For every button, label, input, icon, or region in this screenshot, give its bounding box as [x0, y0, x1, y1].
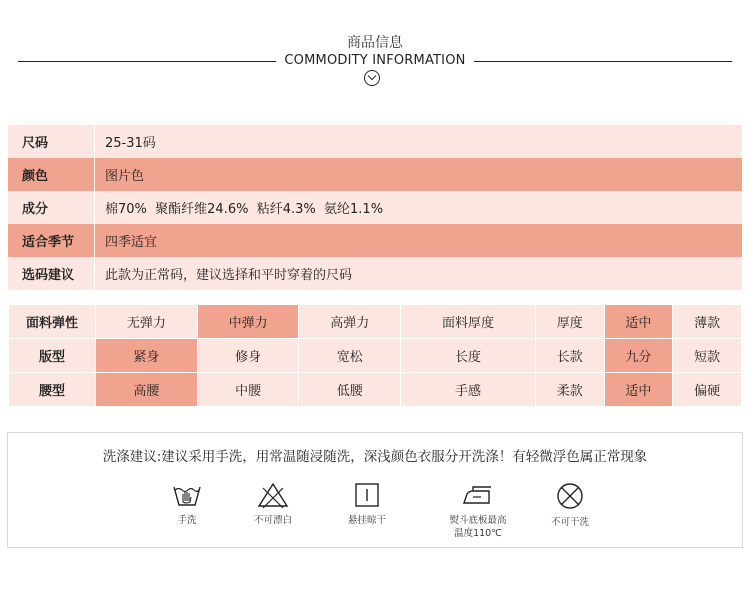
attr-option: 薄款 — [673, 305, 742, 339]
section-title-en-text: COMMODITY INFORMATION — [284, 53, 466, 68]
info-label: 选码建议 — [22, 268, 75, 283]
info-value: 棉70% 聚酯纤维24.6% 粘纤4.3% 氨纶1.1% — [105, 202, 384, 217]
attribute-grid — [8, 304, 742, 407]
attr-option-selected: 适中 — [604, 305, 673, 339]
attr-label: 面料弹性 — [9, 305, 96, 339]
attr-option-selected: 中弹力 — [197, 305, 299, 339]
info-label: 颜色 — [22, 169, 49, 184]
info-value: 此款为正常码，建议选择和平时穿着的尺码 — [105, 268, 353, 283]
attr-option: 柔款 — [535, 373, 604, 407]
wash-item-no-dry-clean — [535, 481, 605, 529]
wash-item-iron — [433, 481, 523, 540]
info-label: 尺码 — [22, 136, 49, 151]
attr-option: 中腰 — [197, 373, 299, 407]
attr-option: 偏硬 — [673, 373, 742, 407]
section-title-cn: 商品信息 — [347, 35, 403, 51]
wash-item-hang-dry — [332, 481, 402, 527]
attr-label: 腰型 — [9, 373, 96, 407]
info-row-season — [8, 224, 742, 257]
info-label: 适合季节 — [22, 235, 75, 250]
info-row-composition — [8, 191, 742, 224]
attr-option: 高弹力 — [299, 305, 401, 339]
wash-caption: 不可干洗 — [550, 517, 589, 528]
wash-instructions-box — [7, 432, 743, 548]
attr-option-selected: 九分 — [604, 339, 673, 373]
attr-option: 手感 — [401, 373, 536, 407]
attr-option-selected: 高腰 — [96, 373, 198, 407]
hand-wash-icon — [172, 481, 202, 509]
product-info-table — [8, 125, 742, 290]
wash-item-hand-wash — [152, 481, 222, 527]
wash-caption: 悬挂晾干 — [347, 515, 386, 526]
no-bleach-icon — [256, 481, 290, 509]
attr-option: 宽松 — [299, 339, 401, 373]
attr-row-waist — [9, 373, 742, 407]
chevron-circle-down-icon — [364, 70, 380, 86]
attr-option: 无弹力 — [96, 305, 198, 339]
attr-option: 低腰 — [299, 373, 401, 407]
info-value: 四季适宜 — [105, 235, 158, 250]
attr-option: 长款 — [535, 339, 604, 373]
wash-caption: 不可漂白 — [253, 515, 292, 526]
info-label: 成分 — [22, 202, 49, 217]
attr-label: 版型 — [9, 339, 96, 373]
iron-icon — [461, 481, 495, 509]
attr-option: 长度 — [401, 339, 536, 373]
info-row-size — [8, 125, 742, 158]
attr-option: 短款 — [673, 339, 742, 373]
info-row-color — [8, 158, 742, 191]
hang-dry-icon — [353, 481, 381, 509]
attr-option-selected: 适中 — [604, 373, 673, 407]
wash-item-no-bleach — [238, 481, 308, 527]
info-value: 25-31码 — [105, 136, 156, 151]
info-row-size-advice — [8, 257, 742, 290]
section-title-en — [0, 53, 750, 68]
attr-option: 修身 — [197, 339, 299, 373]
attr-option-selected: 紧身 — [96, 339, 198, 373]
wash-caption: 熨斗底板最高 温度110℃ — [449, 515, 507, 539]
attr-row-elasticity — [9, 305, 742, 339]
no-dry-clean-icon — [555, 481, 585, 511]
attr-option: 面料厚度 — [401, 305, 536, 339]
attr-row-fit — [9, 339, 742, 373]
info-value: 图片色 — [105, 169, 145, 184]
wash-advice-text: 洗涤建议:建议采用手洗，用常温随浸随洗，深浅颜色衣服分开洗涤！有轻微浮色属正常现象 — [102, 449, 648, 465]
wash-caption: 手洗 — [177, 515, 197, 526]
attr-option: 厚度 — [535, 305, 604, 339]
